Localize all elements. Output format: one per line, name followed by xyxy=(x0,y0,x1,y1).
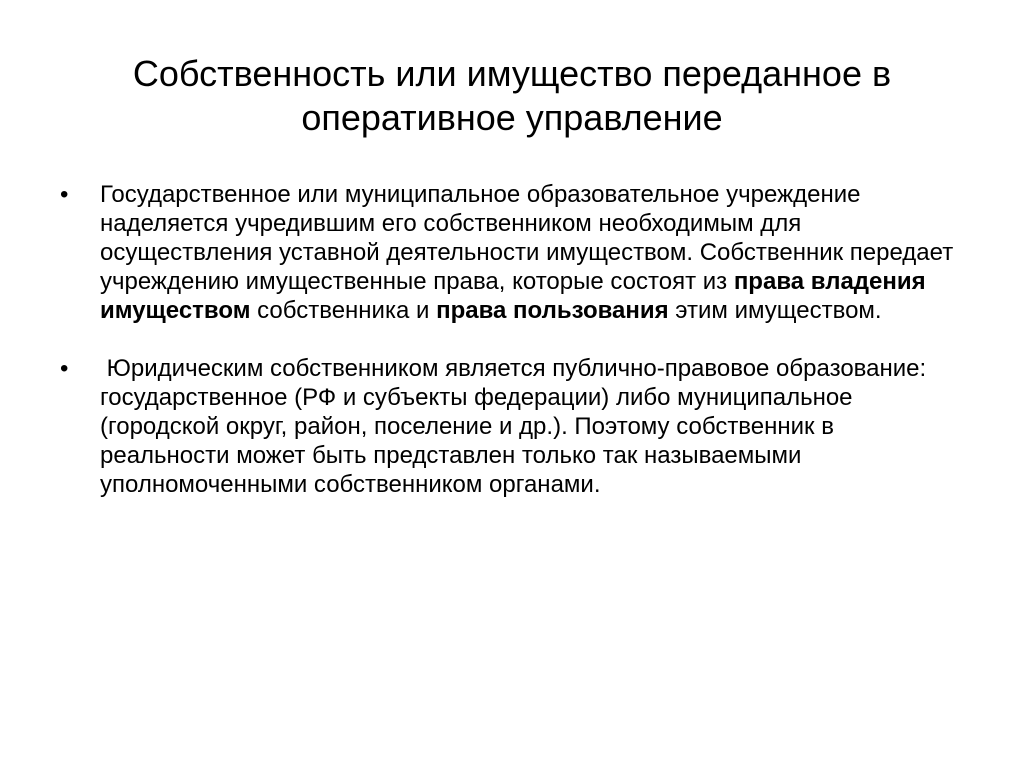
slide-title: Собственность или имущество переданное в оперативное управление xyxy=(132,53,892,138)
bullet-text-part: этим имуществом. xyxy=(668,297,882,324)
bold-term: права владения имуществом xyxy=(100,268,926,324)
bullet-text xyxy=(100,181,953,324)
bullet-text: Юридическим собственником является публично-правовое образование: государственное (РФ и субъекты федерации) либо муниципальное (городской округ, район, поселение и др.). Поэтому собственник в реальности может быть представлен только так называемыми уполномоченными собственником органами. xyxy=(100,355,933,498)
bullet-dot-icon: • xyxy=(60,355,69,382)
bullet-text-part: Государственное или муниципальное образовательное учреждение наделяется учредившим его собственником необходимым для осуществления уставной деятельности имуществом. Собственник передает учреждению имущественные права, которые состоят из xyxy=(100,181,954,295)
bold-term: права пользования xyxy=(436,297,669,324)
bullet-item xyxy=(60,354,960,499)
bullet-text-part: собственника и xyxy=(250,297,437,324)
bullet-item xyxy=(60,180,960,325)
bullet-list xyxy=(60,180,960,499)
bullet-dot-icon: • xyxy=(60,181,69,208)
